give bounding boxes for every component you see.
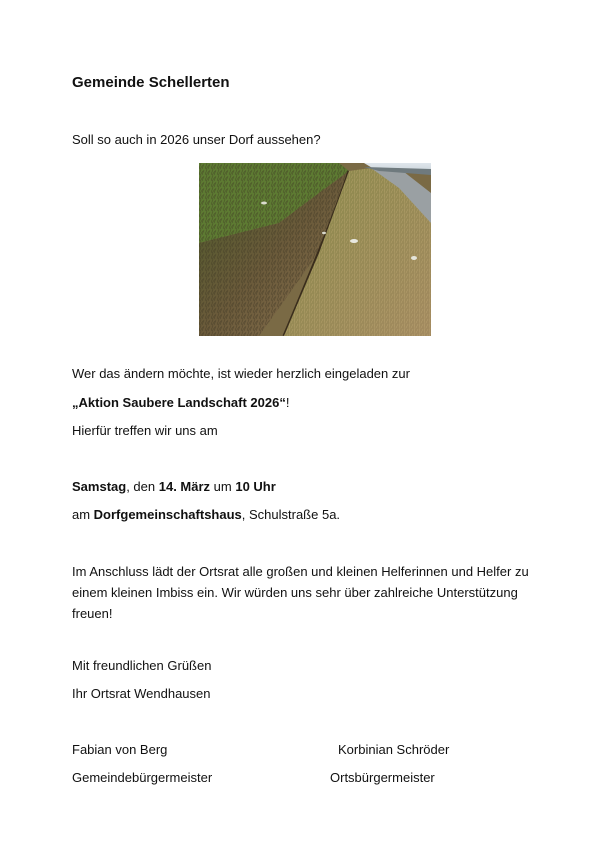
event-location-line bbox=[72, 507, 340, 523]
ditch-photo-graphic bbox=[199, 163, 431, 336]
event-name-line bbox=[72, 395, 289, 411]
page-title: Gemeinde Schellerten bbox=[72, 74, 230, 91]
closing-paragraph: Im Anschluss lädt der Ortsrat alle großen und kleinen Helferinnen und Helfer zu einem kleinen Imbiss ein. Wir würden uns sehr über zahlreiche Unterstützung freuen! bbox=[72, 564, 529, 621]
event-name: „Aktion Saubere Landschaft 2026“ bbox=[72, 395, 286, 410]
date-separator-1: , den bbox=[126, 479, 159, 494]
question-text: Soll so auch in 2026 unser Dorf aussehen? bbox=[72, 132, 321, 147]
event-date: 14. März bbox=[158, 479, 211, 494]
location-address: , Schulstraße 5a. bbox=[241, 507, 341, 522]
signature-name-2: Korbinian Schröder bbox=[338, 742, 450, 757]
signature-name-1: Fabian von Berg bbox=[72, 742, 168, 757]
signature-role-1: Gemeindebürgermeister bbox=[72, 770, 213, 785]
sender-text: Ihr Ortsrat Wendhausen bbox=[72, 686, 211, 701]
location-prefix: am bbox=[72, 507, 94, 522]
location-place: Dorfgemeinschaftshaus bbox=[93, 507, 242, 522]
event-time: 10 Uhr bbox=[235, 479, 276, 494]
date-separator-2: um bbox=[210, 479, 236, 494]
meeting-intro-text: Hierfür treffen wir uns am bbox=[72, 423, 218, 438]
greeting-text: Mit freundlichen Grüßen bbox=[72, 658, 212, 673]
invite-intro-text: Wer das ändern möchte, ist wieder herzlich eingeladen zur bbox=[72, 366, 410, 381]
roadside-ditch-photo bbox=[199, 163, 431, 336]
event-day: Samstag bbox=[72, 479, 127, 494]
event-date-line bbox=[72, 479, 276, 495]
event-name-suffix: ! bbox=[285, 395, 290, 410]
signature-role-2: Ortsbürgermeister bbox=[330, 770, 435, 785]
